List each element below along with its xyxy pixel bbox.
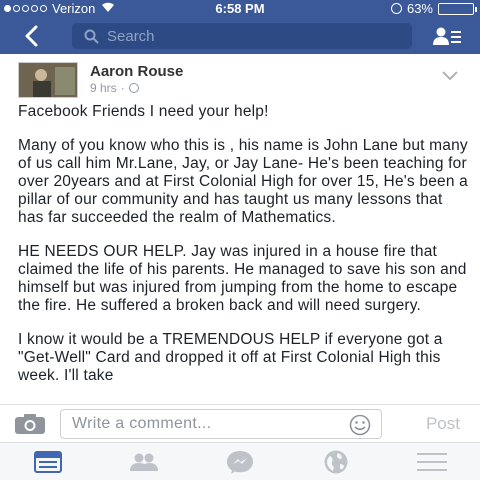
friend-requests-icon [432, 26, 462, 46]
search-placeholder: Search [107, 27, 155, 45]
post-paragraph: Many of you know who this is , his name is John Lane but many of us call him Mr.Lane, Jay, or Jay Lane- He's been teaching for over 20years and at First Colonial High for over 15, He's been a pillar of our community and has taught us many lessons that has far succeeded the realm of Mathematics. [18, 137, 468, 226]
comment-bar [0, 404, 480, 442]
messenger-icon [225, 449, 255, 475]
tab-messenger[interactable] [192, 443, 288, 480]
smiley-icon [349, 414, 371, 436]
post-options-button[interactable] [442, 68, 458, 86]
status-bar [0, 0, 480, 18]
tab-menu[interactable] [384, 443, 480, 480]
tab-news-feed[interactable] [0, 443, 96, 480]
bottom-tab-bar [0, 442, 480, 480]
battery-percent: 63% [406, 1, 433, 16]
public-globe-icon [129, 83, 139, 93]
friends-icon [128, 452, 160, 472]
friend-requests-button[interactable] [430, 24, 464, 48]
comment-placeholder: Write a comment... [72, 415, 212, 432]
back-button[interactable] [16, 22, 46, 50]
tab-friends[interactable] [96, 443, 192, 480]
battery-icon [438, 3, 474, 15]
post-time[interactable]: 9 hrs [90, 81, 117, 95]
post-author[interactable]: Aaron Rouse [90, 63, 184, 80]
post-comment-button[interactable]: Post [425, 414, 460, 433]
post-body [18, 103, 468, 401]
back-chevron-icon [24, 25, 38, 47]
top-nav-bar [0, 18, 480, 54]
search-input[interactable] [72, 23, 412, 49]
post-meta [90, 81, 139, 95]
globe-notifications-icon [323, 449, 349, 475]
tab-notifications[interactable] [288, 443, 384, 480]
post-card [0, 54, 480, 404]
carrier-name: Verizon [52, 1, 96, 16]
status-right [391, 1, 474, 16]
post-paragraph: HE NEEDS OUR HELP. Jay was injured in a house fire that claimed the life of his parents. He managed to save his son and himself but was injured from jumping from the home to escape the fire. He suffered a broken back and will need surgery. [18, 243, 467, 314]
chevron-down-icon [442, 71, 458, 81]
camera-button[interactable] [14, 413, 46, 435]
menu-icon [417, 453, 447, 471]
news-feed-icon [34, 451, 62, 473]
orientation-lock-icon [391, 3, 402, 14]
search-icon [84, 29, 99, 44]
comment-input[interactable] [60, 409, 382, 439]
camera-icon [14, 413, 46, 435]
status-time: 6:58 PM [215, 1, 265, 16]
post-paragraph: Facebook Friends I need your help! [18, 103, 269, 120]
post-header [0, 54, 480, 100]
post-paragraph: I know it would be a TREMENDOUS HELP if everyone got a "Get-Well" Card and dropped it off at First Colonial High this week. I'll take [18, 331, 443, 384]
meta-separator: · [120, 81, 125, 95]
avatar[interactable] [18, 62, 78, 98]
sticker-button[interactable] [349, 414, 371, 436]
